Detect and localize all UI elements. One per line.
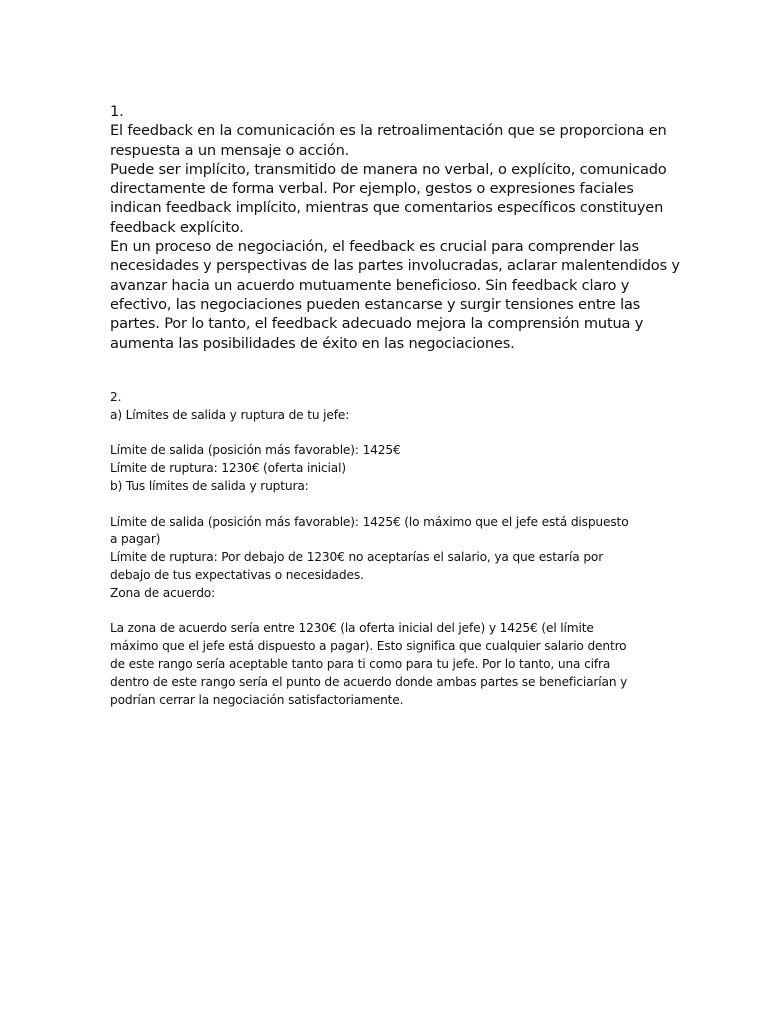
blank-line bbox=[110, 425, 655, 443]
answer-2-section bbox=[110, 389, 655, 709]
text-line: feedback explícito. bbox=[110, 218, 244, 236]
text-line: aumenta las posibilidades de éxito en las negociaciones. bbox=[110, 334, 515, 352]
text-line: respuesta a un mensaje o acción. bbox=[110, 141, 350, 159]
text-line: necesidades y perspectivas de las partes involucradas, aclarar malentendidos y bbox=[110, 257, 680, 275]
question-number-2: 2. bbox=[110, 390, 122, 404]
text-line: Puede ser implícito, transmitido de manera no verbal, o explícito, comunicado bbox=[110, 160, 667, 178]
blank-line bbox=[110, 496, 655, 514]
text-line: de este rango sería aceptable tanto para ti como para tu jefe. Por lo tanto, una cifra bbox=[110, 656, 611, 671]
blank-line bbox=[110, 603, 655, 621]
text-line: máximo que el jefe está dispuesto a pagar). Esto significa que cualquier salario dentro bbox=[110, 639, 627, 654]
text-line: indican feedback implícito, mientras que comentarios específicos constituyen bbox=[110, 199, 664, 217]
text-line: dentro de este rango sería el punto de acuerdo donde ambas partes se beneficiarían y bbox=[110, 674, 628, 689]
text-line: En un proceso de negociación, el feedback es crucial para comprender las bbox=[110, 238, 639, 256]
agreement-zone-text bbox=[110, 620, 655, 709]
subheading-zone: Zona de acuerdo: bbox=[110, 585, 216, 600]
answer-1-section bbox=[110, 102, 680, 353]
text-line: debajo de tus expectativas o necesidades. bbox=[110, 567, 364, 582]
boss-break-limit: Límite de ruptura: 1230€ (oferta inicial) bbox=[110, 461, 346, 476]
your-exit-limit bbox=[110, 514, 655, 550]
text-line: a pagar) bbox=[110, 532, 161, 547]
text-line: directamente de forma verbal. Por ejemplo, gestos o expresiones faciales bbox=[110, 180, 634, 198]
text-line: Límite de ruptura: Por debajo de 1230€ no aceptarías el salario, ya que estaría por bbox=[110, 550, 604, 565]
answer-1-text bbox=[110, 121, 680, 353]
text-line: efectivo, las negociaciones pueden estancarse y surgir tensiones entre las bbox=[110, 295, 641, 313]
text-line: partes. Por lo tanto, el feedback adecuado mejora la comprensión mutua y bbox=[110, 315, 644, 333]
text-line: Límite de salida (posición más favorable): 1425€ (lo máximo que el jefe está dispuesto bbox=[110, 514, 629, 529]
text-line: podrían cerrar la negociación satisfactoriamente. bbox=[110, 692, 404, 707]
boss-exit-limit: Límite de salida (posición más favorable): 1425€ bbox=[110, 443, 401, 458]
your-break-limit bbox=[110, 549, 655, 585]
text-line: La zona de acuerdo sería entre 1230€ (la oferta inicial del jefe) y 1425€ (el límite bbox=[110, 621, 594, 636]
subheading-b: b) Tus límites de salida y ruptura: bbox=[110, 478, 309, 493]
subheading-a: a) Límites de salida y ruptura de tu jefe: bbox=[110, 407, 350, 422]
text-line: El feedback en la comunicación es la retroalimentación que se proporciona en bbox=[110, 122, 667, 140]
text-line: avanzar hacia un acuerdo mutuamente beneficioso. Sin feedback claro y bbox=[110, 276, 630, 294]
question-number-1: 1. bbox=[110, 103, 124, 120]
